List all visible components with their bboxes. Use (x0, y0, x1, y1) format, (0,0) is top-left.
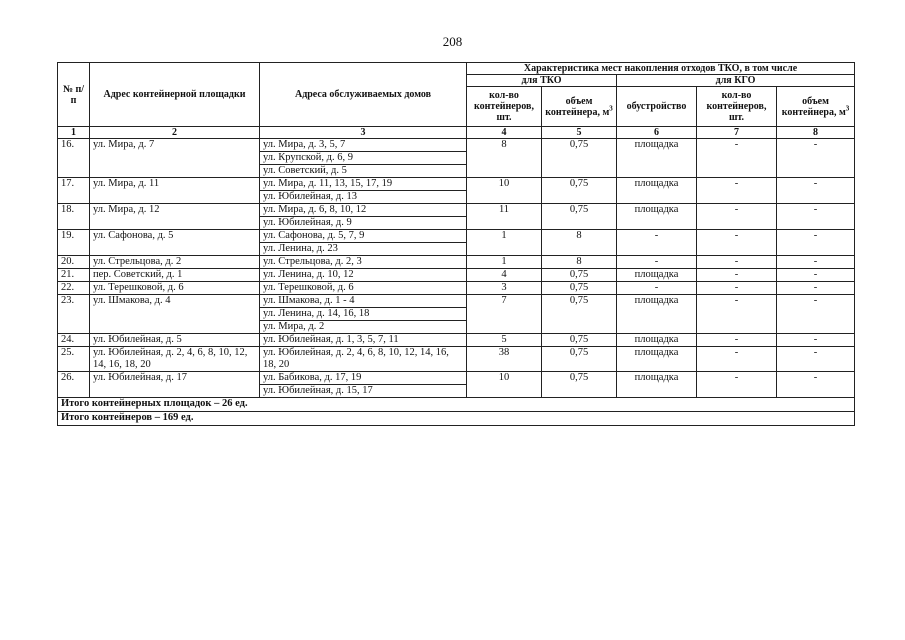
row-volume: 8 (542, 256, 617, 269)
row-arrangement: площадка (617, 269, 697, 282)
table-row (58, 230, 855, 256)
row-count: 1 (467, 256, 542, 269)
table-row (58, 372, 855, 398)
row-address: ул. Сафонова, д. 5 (90, 230, 260, 256)
row-volume: 8 (542, 230, 617, 256)
row-count: 1 (467, 230, 542, 256)
house-address: ул. Шмакова, д. 1 - 4 (263, 295, 355, 306)
table-row (58, 347, 855, 372)
row-volume: 0,75 (542, 334, 617, 347)
row-arrangement: - (617, 256, 697, 269)
house-address: ул. Крупской, д. 6, 9 (260, 151, 466, 164)
column-number: 1 (58, 127, 90, 139)
row-count: 5 (467, 334, 542, 347)
header-count: кол-во контейнеров, шт. (467, 87, 542, 127)
row-kgo-count: - (697, 178, 777, 204)
table-row (58, 178, 855, 204)
row-kgo-count: - (697, 334, 777, 347)
total-sites: Итого контейнерных площадок – 26 ед. (58, 398, 855, 412)
table-row (58, 269, 855, 282)
column-number: 2 (90, 127, 260, 139)
row-kgo-volume: - (777, 282, 855, 295)
row-number: 25. (58, 347, 90, 372)
row-count: 8 (467, 139, 542, 178)
house-address: ул. Ленина, д. 14, 16, 18 (260, 307, 466, 320)
row-kgo-volume: - (777, 178, 855, 204)
house-address: ул. Стрельцова, д. 2, 3 (263, 256, 362, 267)
house-address: ул. Юбилейная, д. 9 (260, 216, 466, 229)
row-count: 38 (467, 347, 542, 372)
row-houses (260, 295, 467, 334)
row-kgo-count: - (697, 230, 777, 256)
row-kgo-count: - (697, 282, 777, 295)
row-kgo-volume: - (777, 139, 855, 178)
row-address: пер. Советский, д. 1 (90, 269, 260, 282)
row-number: 17. (58, 178, 90, 204)
row-houses (260, 372, 467, 398)
row-count: 3 (467, 282, 542, 295)
column-number: 6 (617, 127, 697, 139)
column-number: 4 (467, 127, 542, 139)
row-count: 10 (467, 178, 542, 204)
row-arrangement: - (617, 230, 697, 256)
table-row (58, 204, 855, 230)
row-number: 24. (58, 334, 90, 347)
total-containers: Итого контейнеров – 169 ед. (58, 412, 855, 426)
header-volume: объем контейнера, $м^3$ (542, 87, 617, 127)
header-houses: Адреса обслуживаемых домов (260, 63, 467, 127)
row-kgo-volume: - (777, 347, 855, 372)
row-volume: 0,75 (542, 372, 617, 398)
row-kgo-volume: - (777, 204, 855, 230)
table-row (58, 282, 855, 295)
row-volume: 0,75 (542, 347, 617, 372)
house-address: ул. Мира, д. 11, 13, 15, 17, 19 (263, 178, 393, 189)
column-number-row (58, 127, 855, 139)
row-kgo-count: - (697, 295, 777, 334)
house-address: ул. Мира, д. 3, 5, 7 (263, 139, 346, 150)
row-number: 18. (58, 204, 90, 230)
row-arrangement: площадка (617, 139, 697, 178)
table-row (58, 139, 855, 178)
row-arrangement: площадка (617, 295, 697, 334)
row-count: 7 (467, 295, 542, 334)
row-address: ул. Юбилейная, д. 2, 4, 6, 8, 10, 12, 14, 16, 18, 20 (90, 347, 260, 372)
table-row (58, 295, 855, 334)
row-houses (260, 269, 467, 282)
row-address: ул. Мира, д. 7 (90, 139, 260, 178)
row-number: 16. (58, 139, 90, 178)
header-kgo: для КГО (617, 75, 855, 87)
row-kgo-volume: - (777, 295, 855, 334)
row-volume: 0,75 (542, 204, 617, 230)
row-kgo-count: - (697, 372, 777, 398)
registry-table (57, 62, 855, 426)
header-group-title: Характеристика мест накопления отходов ТКО, в том числе (467, 63, 855, 75)
row-count: 4 (467, 269, 542, 282)
table-body (58, 139, 855, 398)
row-number: 21. (58, 269, 90, 282)
row-count: 11 (467, 204, 542, 230)
row-kgo-count: - (697, 204, 777, 230)
row-houses (260, 334, 467, 347)
row-number: 23. (58, 295, 90, 334)
row-number: 22. (58, 282, 90, 295)
row-volume: 0,75 (542, 282, 617, 295)
house-address: ул. Юбилейная, д. 2, 4, 6, 8, 10, 12, 14, 16, 18, 20 (263, 347, 449, 370)
row-houses (260, 178, 467, 204)
house-address: ул. Бабикова, д. 17, 19 (263, 372, 362, 383)
house-address: ул. Сафонова, д. 5, 7, 9 (263, 230, 365, 241)
row-address: ул. Шмакова, д. 4 (90, 295, 260, 334)
row-houses (260, 256, 467, 269)
row-kgo-count: - (697, 139, 777, 178)
row-address: ул. Юбилейная, д. 17 (90, 372, 260, 398)
row-kgo-count: - (697, 347, 777, 372)
header-kgo-count: кол-во контейнеров, шт. (697, 87, 777, 127)
house-address: ул. Ленина, д. 23 (260, 242, 466, 255)
row-kgo-volume: - (777, 230, 855, 256)
table-row (58, 256, 855, 269)
row-kgo-volume: - (777, 334, 855, 347)
row-houses (260, 230, 467, 256)
row-arrangement: - (617, 282, 697, 295)
header-address: Адрес контейнерной площадки (90, 63, 260, 127)
row-kgo-volume: - (777, 269, 855, 282)
house-address: ул. Советский, д. 5 (260, 164, 466, 177)
house-address: ул. Терешковой, д. 6 (263, 282, 354, 293)
column-number: 5 (542, 127, 617, 139)
column-number: 8 (777, 127, 855, 139)
page-number: 208 (442, 34, 463, 49)
house-address: ул. Мира, д. 6, 8, 10, 12 (263, 204, 367, 215)
house-address: ул. Мира, д. 2 (260, 320, 466, 333)
row-address: ул. Мира, д. 11 (90, 178, 260, 204)
row-arrangement: площадка (617, 372, 697, 398)
header-kgo-volume: объем контейнера, $м^3$ (777, 87, 855, 127)
row-number: 20. (58, 256, 90, 269)
row-houses (260, 139, 467, 178)
row-volume: 0,75 (542, 269, 617, 282)
row-number: 19. (58, 230, 90, 256)
header-tko: для ТКО (467, 75, 617, 87)
row-houses (260, 282, 467, 295)
row-arrangement: площадка (617, 347, 697, 372)
row-arrangement: площадка (617, 178, 697, 204)
column-number: 7 (697, 127, 777, 139)
row-arrangement: площадка (617, 334, 697, 347)
row-volume: 0,75 (542, 139, 617, 178)
row-houses (260, 347, 467, 372)
header-num: № п/п (58, 63, 90, 127)
row-arrangement: площадка (617, 204, 697, 230)
row-volume: 0,75 (542, 178, 617, 204)
house-address: ул. Юбилейная, д. 15, 17 (260, 384, 466, 397)
header-arrangement: обустройство (617, 87, 697, 127)
row-address: ул. Стрельцова, д. 2 (90, 256, 260, 269)
row-kgo-count: - (697, 269, 777, 282)
house-address: ул. Юбилейная, д. 1, 3, 5, 7, 11 (263, 334, 399, 345)
house-address: ул. Юбилейная, д. 13 (260, 190, 466, 203)
row-address: ул. Юбилейная, д. 5 (90, 334, 260, 347)
row-houses (260, 204, 467, 230)
row-count: 10 (467, 372, 542, 398)
row-address: ул. Мира, д. 12 (90, 204, 260, 230)
row-kgo-volume: - (777, 256, 855, 269)
row-address: ул. Терешковой, д. 6 (90, 282, 260, 295)
row-kgo-count: - (697, 256, 777, 269)
row-volume: 0,75 (542, 295, 617, 334)
table-row (58, 334, 855, 347)
house-address: ул. Ленина, д. 10, 12 (263, 269, 354, 280)
column-number: 3 (260, 127, 467, 139)
row-kgo-volume: - (777, 372, 855, 398)
row-number: 26. (58, 372, 90, 398)
